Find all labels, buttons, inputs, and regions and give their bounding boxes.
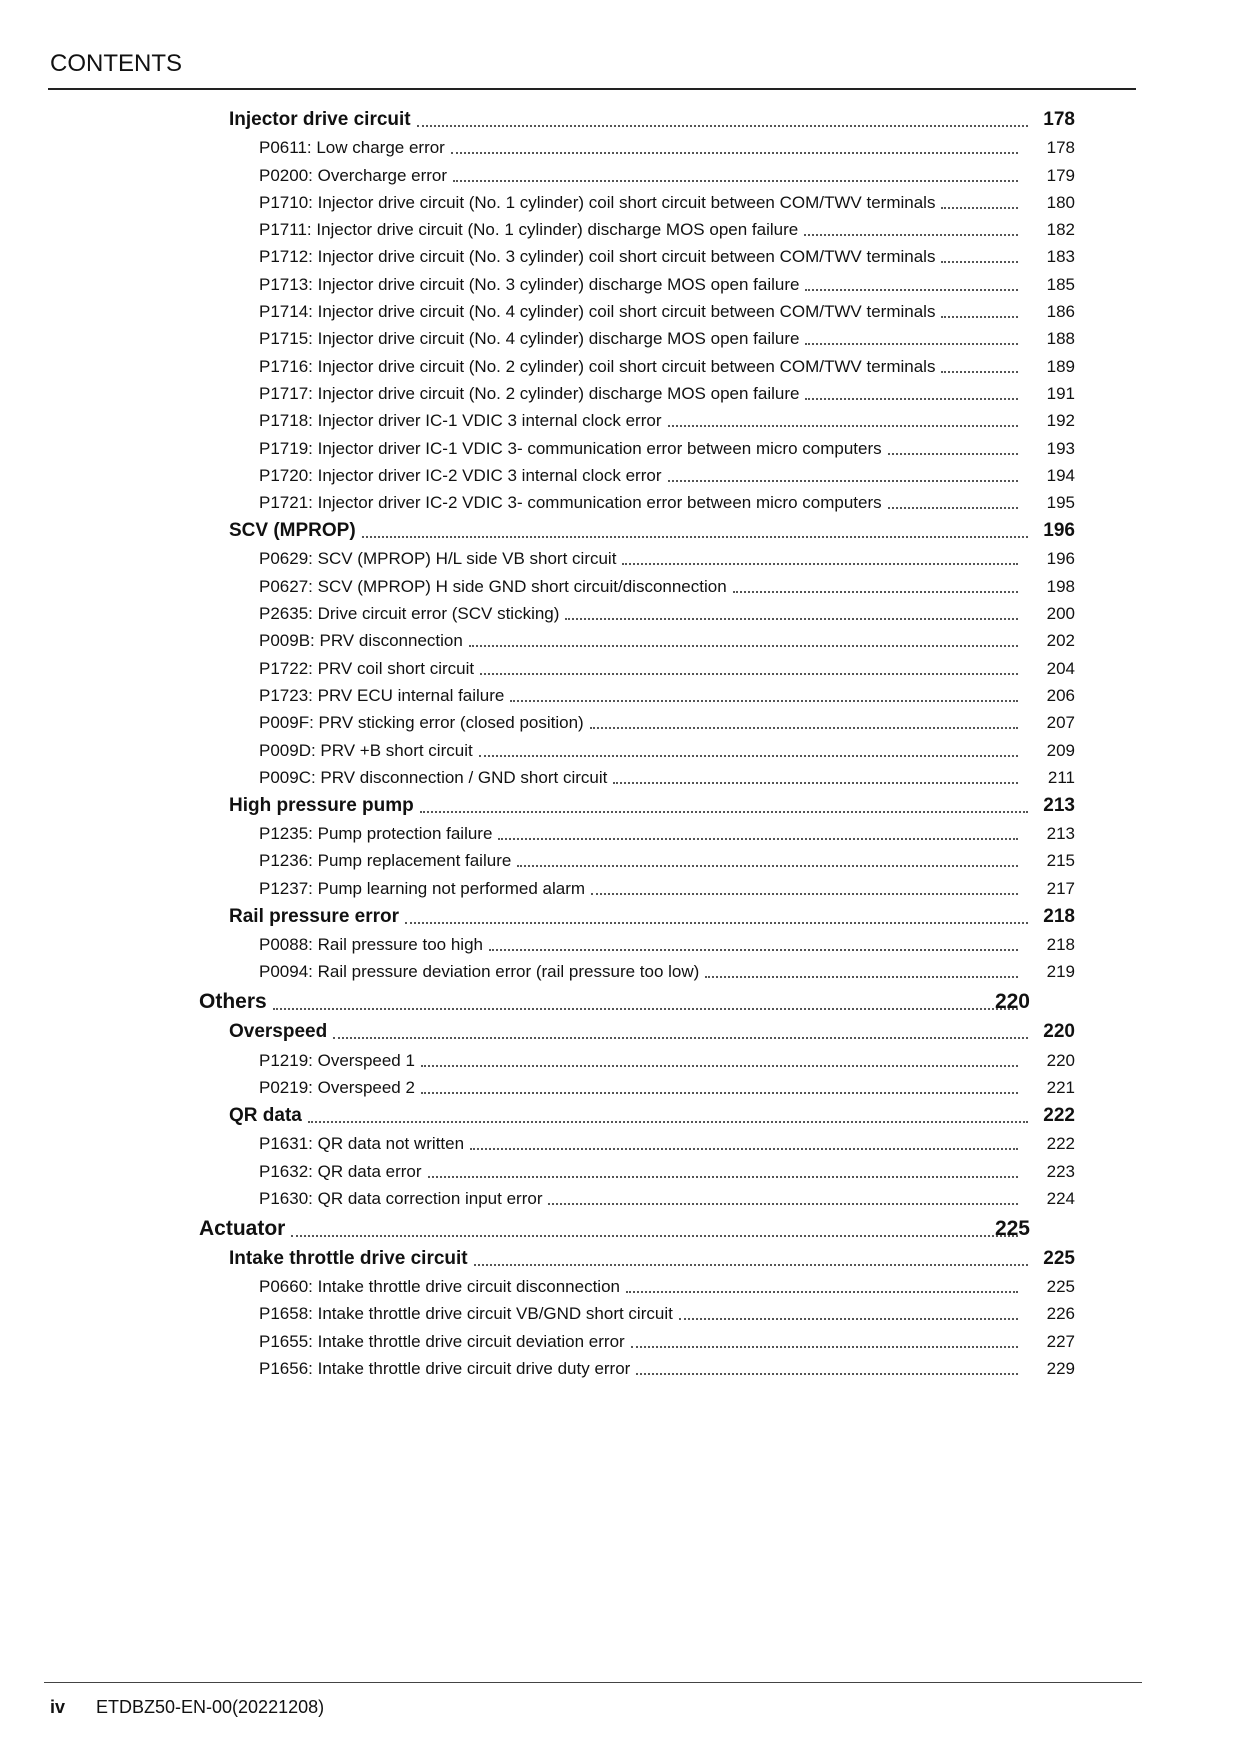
toc-entry-page: 229 bbox=[1046, 1358, 1075, 1378]
toc-dot-leader bbox=[631, 1346, 1018, 1348]
toc-entry-page: 220 bbox=[994, 990, 1030, 1014]
toc-entry-page: 222 bbox=[1046, 1134, 1075, 1154]
toc-entry-page: 192 bbox=[1046, 411, 1075, 431]
toc-dot-leader bbox=[405, 922, 1028, 924]
toc-entry-label: High pressure pump bbox=[229, 794, 414, 816]
toc-entry-page: 186 bbox=[1046, 302, 1075, 322]
toc-dot-leader bbox=[517, 865, 1018, 867]
toc-entry[interactable] bbox=[0, 131, 1075, 158]
toc-dot-leader bbox=[428, 1176, 1018, 1178]
toc-entry[interactable] bbox=[0, 597, 1075, 624]
toc-entry-label: P0219: Overspeed 2 bbox=[259, 1077, 415, 1097]
toc-entry-page: 198 bbox=[1046, 576, 1075, 596]
toc-entry-page: 200 bbox=[1046, 604, 1075, 624]
toc-entry-label: Actuator bbox=[199, 1216, 286, 1240]
toc-entry-label: P1719: Injector driver IC-1 VDIC 3- communication error between micro computers bbox=[259, 438, 882, 458]
toc-entry-page: 221 bbox=[1046, 1077, 1075, 1097]
toc-dot-leader bbox=[474, 1264, 1028, 1266]
toc-entry-label: P0629: SCV (MPROP) H/L side VB short circuit bbox=[259, 549, 617, 569]
toc-entry-label: P009B: PRV disconnection bbox=[259, 631, 463, 651]
toc-dot-leader bbox=[668, 480, 1019, 482]
toc-dot-leader bbox=[548, 1203, 1018, 1205]
toc-entry-page: 220 bbox=[1046, 1050, 1075, 1070]
toc-entry-label: SCV (MPROP) bbox=[229, 520, 356, 542]
toc-entry-label: P1235: Pump protection failure bbox=[259, 824, 493, 844]
toc-dot-leader bbox=[480, 673, 1018, 675]
toc-entry[interactable] bbox=[0, 651, 1075, 678]
toc-entry-page: 204 bbox=[1046, 658, 1075, 678]
toc-entry-page: 179 bbox=[1046, 165, 1075, 185]
toc-dot-leader bbox=[941, 371, 1018, 373]
toc-entry-label: P1630: QR data correction input error bbox=[259, 1188, 543, 1208]
toc-entry-page: 224 bbox=[1046, 1188, 1075, 1208]
toc-dot-leader bbox=[420, 811, 1028, 813]
toc-entry-page: 227 bbox=[1046, 1331, 1075, 1351]
toc-entry[interactable] bbox=[0, 871, 1075, 898]
toc-entry-label: P0627: SCV (MPROP) H side GND short circuit/disconnection bbox=[259, 576, 727, 596]
toc-entry[interactable] bbox=[0, 486, 1075, 513]
toc-entry-page: 218 bbox=[1046, 935, 1075, 955]
toc-entry[interactable] bbox=[0, 899, 1075, 928]
toc-entry[interactable] bbox=[0, 1014, 1075, 1043]
toc-dot-leader bbox=[679, 1318, 1018, 1320]
toc-dot-leader bbox=[421, 1065, 1018, 1067]
toc-entry[interactable] bbox=[0, 102, 1075, 131]
toc-entry-page: 225 bbox=[1043, 1247, 1075, 1269]
toc-dot-leader bbox=[636, 1373, 1018, 1375]
toc-entry-page: 193 bbox=[1046, 438, 1075, 458]
toc-entry-page: 219 bbox=[1046, 962, 1075, 982]
toc-entry-label: P1236: Pump replacement failure bbox=[259, 851, 512, 871]
toc-entry-page: 217 bbox=[1046, 878, 1075, 898]
toc-dot-leader bbox=[470, 1148, 1018, 1150]
toc-entry[interactable] bbox=[0, 982, 1030, 1014]
toc-entry-page: 226 bbox=[1046, 1304, 1075, 1324]
toc-entry-label: P009D: PRV +B short circuit bbox=[259, 740, 473, 760]
footer-divider bbox=[44, 1682, 1142, 1683]
toc-dot-leader bbox=[805, 343, 1018, 345]
toc-dot-leader bbox=[273, 1008, 1018, 1010]
toc-entry-label: P1656: Intake throttle drive circuit drive duty error bbox=[259, 1358, 631, 1378]
toc-entry-page: 209 bbox=[1046, 740, 1075, 760]
page-title: CONTENTS bbox=[50, 50, 182, 77]
toc-entry-label: P009F: PRV sticking error (closed position) bbox=[259, 713, 584, 733]
toc-dot-leader bbox=[308, 1121, 1028, 1123]
table-of-contents bbox=[0, 102, 1240, 1379]
toc-entry[interactable] bbox=[0, 1209, 1030, 1241]
toc-dot-leader bbox=[291, 1235, 1018, 1237]
toc-entry-page: 213 bbox=[1043, 794, 1075, 816]
toc-entry-page: 182 bbox=[1046, 220, 1075, 240]
toc-dot-leader bbox=[469, 645, 1018, 647]
toc-entry-label: P0660: Intake throttle drive circuit disconnection bbox=[259, 1277, 620, 1297]
toc-entry[interactable] bbox=[0, 1324, 1075, 1351]
header-divider bbox=[48, 88, 1136, 90]
toc-entry-page: 196 bbox=[1046, 549, 1075, 569]
toc-dot-leader bbox=[451, 152, 1018, 154]
toc-dot-leader bbox=[590, 727, 1018, 729]
toc-entry-page: 215 bbox=[1046, 851, 1075, 871]
toc-entry-label: P0200: Overcharge error bbox=[259, 165, 448, 185]
toc-dot-leader bbox=[626, 1291, 1018, 1293]
document-id: ETDBZ50-EN-00(20221208) bbox=[96, 1697, 325, 1717]
toc-entry-label: QR data bbox=[229, 1104, 302, 1126]
toc-entry-label: Others bbox=[199, 990, 267, 1014]
toc-entry-page: 185 bbox=[1046, 274, 1075, 294]
toc-entry-label: P1219: Overspeed 1 bbox=[259, 1050, 415, 1070]
toc-entry[interactable] bbox=[0, 459, 1075, 486]
toc-entry-label: P1716: Injector drive circuit (No. 2 cylinder) coil short circuit between COM/TWV terminals bbox=[259, 356, 936, 376]
toc-entry-page: 183 bbox=[1046, 247, 1075, 267]
toc-dot-leader bbox=[622, 563, 1018, 565]
toc-entry[interactable] bbox=[0, 158, 1075, 185]
toc-entry[interactable] bbox=[0, 267, 1075, 294]
toc-dot-leader bbox=[479, 755, 1018, 757]
toc-entry[interactable] bbox=[0, 213, 1075, 240]
toc-entry[interactable] bbox=[0, 706, 1075, 733]
toc-dot-leader bbox=[453, 180, 1018, 182]
toc-entry-page: 218 bbox=[1043, 905, 1075, 927]
toc-entry-label: P009C: PRV disconnection / GND short circuit bbox=[259, 767, 608, 787]
toc-dot-leader bbox=[333, 1037, 1028, 1039]
toc-dot-leader bbox=[805, 398, 1018, 400]
toc-entry-label: Overspeed bbox=[229, 1021, 328, 1043]
toc-entry-label: P1632: QR data error bbox=[259, 1161, 422, 1181]
toc-entry-label: P1658: Intake throttle drive circuit VB/GND short circuit bbox=[259, 1304, 673, 1324]
toc-entry[interactable] bbox=[0, 404, 1075, 431]
toc-entry[interactable] bbox=[0, 788, 1075, 817]
toc-entry[interactable] bbox=[0, 431, 1075, 458]
toc-entry-page: 211 bbox=[1047, 767, 1075, 787]
toc-entry[interactable] bbox=[0, 186, 1075, 213]
toc-entry-label: P1631: QR data not written bbox=[259, 1134, 465, 1154]
toc-entry-label: P1715: Injector drive circuit (No. 4 cylinder) discharge MOS open failure bbox=[259, 329, 800, 349]
toc-entry-page: 206 bbox=[1046, 685, 1075, 705]
toc-entry-label: Rail pressure error bbox=[229, 905, 400, 927]
toc-entry[interactable] bbox=[0, 377, 1075, 404]
toc-entry-label: P1237: Pump learning not performed alarm bbox=[259, 878, 586, 898]
toc-entry-label: P1712: Injector drive circuit (No. 3 cylinder) coil short circuit between COM/TWV terminals bbox=[259, 247, 936, 267]
toc-entry-page: 188 bbox=[1046, 329, 1075, 349]
toc-entry-label: P1711: Injector drive circuit (No. 1 cylinder) discharge MOS open failure bbox=[259, 220, 799, 240]
toc-entry[interactable] bbox=[0, 844, 1075, 871]
toc-entry-page: 189 bbox=[1046, 356, 1075, 376]
toc-entry-page: 194 bbox=[1046, 465, 1075, 485]
toc-entry[interactable] bbox=[0, 569, 1075, 596]
toc-entry[interactable] bbox=[0, 679, 1075, 706]
toc-entry-label: P1710: Injector drive circuit (No. 1 cylinder) coil short circuit between COM/TWV terminals bbox=[259, 192, 936, 212]
toc-entry[interactable] bbox=[0, 349, 1075, 376]
toc-dot-leader bbox=[888, 507, 1018, 509]
toc-dot-leader bbox=[705, 976, 1018, 978]
toc-entry-label: Injector drive circuit bbox=[229, 109, 411, 130]
toc-dot-leader bbox=[668, 425, 1019, 427]
toc-entry[interactable] bbox=[0, 1352, 1075, 1379]
toc-entry-page: 222 bbox=[1043, 1104, 1075, 1126]
toc-entry-page: 225 bbox=[1046, 1277, 1075, 1297]
toc-entry[interactable] bbox=[0, 1098, 1075, 1127]
toc-entry-page: 178 bbox=[1043, 109, 1075, 130]
toc-entry-page: 202 bbox=[1046, 631, 1075, 651]
toc-dot-leader bbox=[804, 234, 1018, 236]
toc-entry-label: P1717: Injector drive circuit (No. 2 cylinder) discharge MOS open failure bbox=[259, 383, 800, 403]
toc-entry-page: 195 bbox=[1046, 493, 1075, 513]
toc-dot-leader bbox=[565, 618, 1018, 620]
toc-entry[interactable] bbox=[0, 542, 1075, 569]
toc-entry[interactable] bbox=[0, 295, 1075, 322]
toc-entry-label: P1721: Injector driver IC-2 VDIC 3- communication error between micro computers bbox=[259, 493, 882, 513]
toc-dot-leader bbox=[362, 536, 1028, 538]
page-number: iv bbox=[50, 1697, 66, 1717]
toc-dot-leader bbox=[591, 893, 1018, 895]
toc-dot-leader bbox=[510, 700, 1018, 702]
toc-entry-page: 220 bbox=[1043, 1021, 1075, 1043]
toc-entry-label: Intake throttle drive circuit bbox=[229, 1247, 468, 1269]
toc-dot-leader bbox=[613, 782, 1018, 784]
toc-entry[interactable] bbox=[0, 955, 1075, 982]
toc-entry[interactable] bbox=[0, 817, 1075, 844]
toc-entry-label: P1714: Injector drive circuit (No. 4 cylinder) coil short circuit between COM/TWV terminals bbox=[259, 302, 936, 322]
toc-entry[interactable] bbox=[0, 1270, 1075, 1297]
toc-entry[interactable] bbox=[0, 513, 1075, 542]
toc-entry[interactable] bbox=[0, 624, 1075, 651]
toc-dot-leader bbox=[941, 261, 1018, 263]
toc-entry[interactable] bbox=[0, 1043, 1075, 1070]
toc-entry-label: P1722: PRV coil short circuit bbox=[259, 658, 475, 678]
toc-dot-leader bbox=[888, 453, 1018, 455]
toc-entry-label: P0088: Rail pressure too high bbox=[259, 935, 483, 955]
toc-entry[interactable] bbox=[0, 1297, 1075, 1324]
toc-entry-label: P1713: Injector drive circuit (No. 3 cylinder) discharge MOS open failure bbox=[259, 274, 800, 294]
toc-dot-leader bbox=[498, 838, 1018, 840]
toc-entry-label: P2635: Drive circuit error (SCV sticking) bbox=[259, 604, 560, 624]
toc-dot-leader bbox=[941, 207, 1018, 209]
toc-entry-label: P0094: Rail pressure deviation error (rail pressure too low) bbox=[259, 962, 700, 982]
toc-entry[interactable] bbox=[0, 733, 1075, 760]
toc-entry[interactable] bbox=[0, 322, 1075, 349]
toc-entry-label: P1655: Intake throttle drive circuit deviation error bbox=[259, 1331, 625, 1351]
toc-entry-page: 178 bbox=[1046, 138, 1075, 158]
toc-dot-leader bbox=[805, 289, 1018, 291]
toc-entry[interactable] bbox=[0, 1071, 1075, 1098]
toc-entry-label: P1718: Injector driver IC-1 VDIC 3 internal clock error bbox=[259, 411, 662, 431]
toc-entry[interactable] bbox=[0, 1241, 1075, 1270]
toc-entry-label: P1723: PRV ECU internal failure bbox=[259, 685, 505, 705]
toc-entry[interactable] bbox=[0, 1154, 1075, 1181]
toc-entry[interactable] bbox=[0, 1182, 1075, 1209]
toc-entry-page: 225 bbox=[994, 1216, 1030, 1240]
toc-dot-leader bbox=[733, 591, 1018, 593]
toc-entry-page: 207 bbox=[1046, 713, 1075, 733]
toc-dot-leader bbox=[417, 125, 1028, 127]
toc-entry-label: P0611: Low charge error bbox=[259, 138, 445, 158]
toc-dot-leader bbox=[941, 316, 1018, 318]
toc-entry[interactable] bbox=[0, 761, 1075, 788]
toc-entry-label: P1720: Injector driver IC-2 VDIC 3 internal clock error bbox=[259, 465, 662, 485]
toc-entry-page: 213 bbox=[1046, 824, 1075, 844]
toc-entry[interactable] bbox=[0, 240, 1075, 267]
toc-entry-page: 180 bbox=[1046, 192, 1075, 212]
toc-entry[interactable] bbox=[0, 1127, 1075, 1154]
toc-entry[interactable] bbox=[0, 928, 1075, 955]
toc-entry-page: 191 bbox=[1046, 383, 1075, 403]
toc-entry-page: 196 bbox=[1043, 520, 1075, 542]
toc-dot-leader bbox=[421, 1092, 1018, 1094]
toc-entry-page: 223 bbox=[1046, 1161, 1075, 1181]
toc-dot-leader bbox=[489, 949, 1018, 951]
